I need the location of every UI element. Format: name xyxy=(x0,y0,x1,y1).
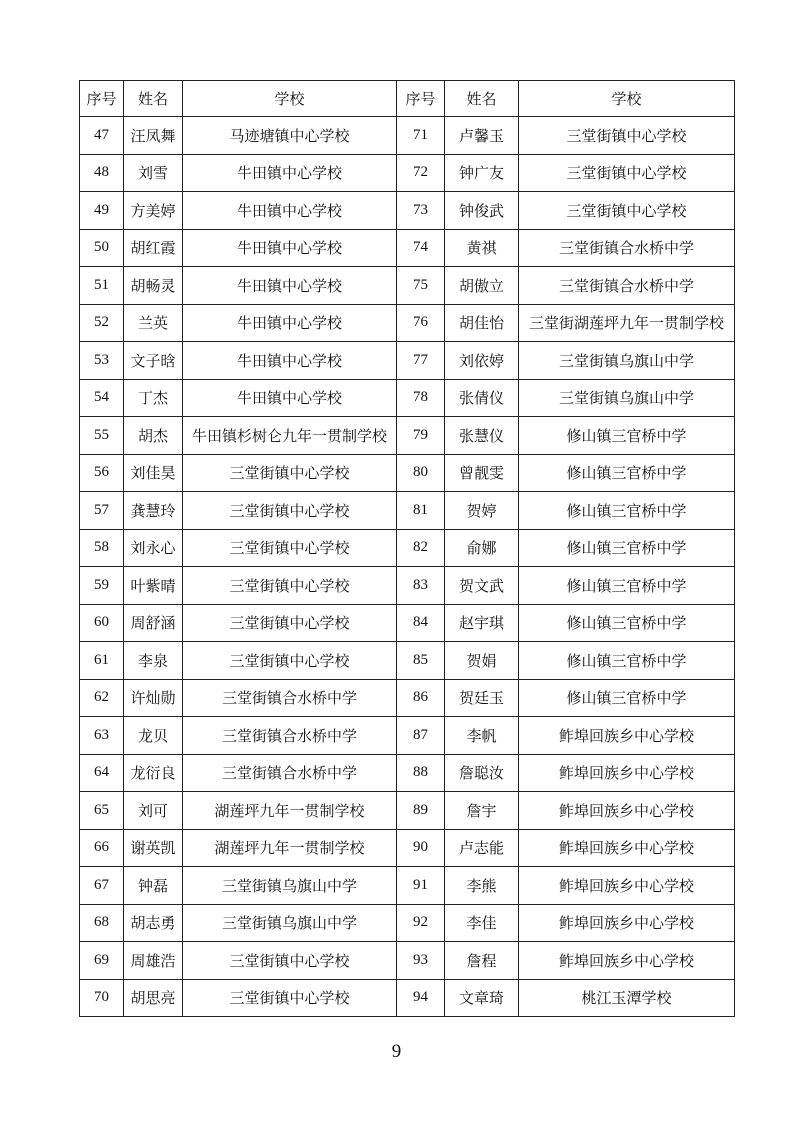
table-row xyxy=(80,642,735,680)
right-index-cell: 90 xyxy=(397,829,445,867)
left-name-cell: 龙衍良 xyxy=(124,754,183,792)
left-index-cell: 62 xyxy=(80,679,124,717)
left-index-cell: 48 xyxy=(80,154,124,192)
left-school-cell: 三堂街镇中心学校 xyxy=(183,642,397,680)
table-row xyxy=(80,567,735,605)
left-index-cell: 61 xyxy=(80,642,124,680)
right-index-cell: 83 xyxy=(397,567,445,605)
right-school-cell: 三堂街镇中心学校 xyxy=(519,154,735,192)
right-school-cell: 三堂街镇乌旗山中学 xyxy=(519,342,735,380)
right-school-cell: 三堂街镇合水桥中学 xyxy=(519,267,735,305)
right-name-cell: 贺婷 xyxy=(445,492,519,530)
right-school-cell: 三堂街镇中心学校 xyxy=(519,117,735,155)
left-school-cell: 三堂街镇合水桥中学 xyxy=(183,754,397,792)
right-name-cell: 赵宇琪 xyxy=(445,604,519,642)
right-name-cell: 胡佳怡 xyxy=(445,304,519,342)
left-school-cell: 马迹塘镇中心学校 xyxy=(183,117,397,155)
table-row xyxy=(80,792,735,830)
right-school-cell: 修山镇三官桥中学 xyxy=(519,454,735,492)
left-name-cell: 钟磊 xyxy=(124,867,183,905)
right-name-cell: 詹宇 xyxy=(445,792,519,830)
left-index-cell: 55 xyxy=(80,417,124,455)
table-row xyxy=(80,604,735,642)
right-school-cell: 三堂街湖莲坪九年一贯制学校 xyxy=(519,304,735,342)
right-index-cell: 84 xyxy=(397,604,445,642)
left-index-cell: 58 xyxy=(80,529,124,567)
left-school-cell: 三堂街镇中心学校 xyxy=(183,492,397,530)
left-school-cell: 牛田镇中心学校 xyxy=(183,342,397,380)
left-name-cell: 叶紫晴 xyxy=(124,567,183,605)
left-index-cell: 69 xyxy=(80,942,124,980)
left-school-cell: 牛田镇杉树仑九年一贯制学校 xyxy=(183,417,397,455)
left-school-cell: 牛田镇中心学校 xyxy=(183,192,397,230)
left-school-cell: 湖莲坪九年一贯制学校 xyxy=(183,792,397,830)
right-name-cell: 俞娜 xyxy=(445,529,519,567)
right-school-cell: 鲊埠回族乡中心学校 xyxy=(519,754,735,792)
left-name-cell: 汪凤舞 xyxy=(124,117,183,155)
right-school-cell: 鲊埠回族乡中心学校 xyxy=(519,867,735,905)
right-index-cell: 74 xyxy=(397,229,445,267)
left-name-cell: 龚慧玲 xyxy=(124,492,183,530)
left-school-cell: 三堂街镇中心学校 xyxy=(183,604,397,642)
table-row xyxy=(80,267,735,305)
left-school-cell: 三堂街镇中心学校 xyxy=(183,567,397,605)
left-index-cell: 70 xyxy=(80,979,124,1017)
right-name-cell: 李佳 xyxy=(445,904,519,942)
right-name-cell: 张慧仪 xyxy=(445,417,519,455)
page-number: 9 xyxy=(391,1041,402,1062)
left-name-cell: 龙贝 xyxy=(124,717,183,755)
right-school-cell: 三堂街镇中心学校 xyxy=(519,192,735,230)
left-name-cell: 胡杰 xyxy=(124,417,183,455)
left-name-cell: 刘雪 xyxy=(124,154,183,192)
left-index-cell: 49 xyxy=(80,192,124,230)
table-row xyxy=(80,754,735,792)
left-index-cell: 53 xyxy=(80,342,124,380)
left-school-cell: 牛田镇中心学校 xyxy=(183,267,397,305)
right-name-cell: 卢志能 xyxy=(445,829,519,867)
table-row xyxy=(80,904,735,942)
left-name-cell: 周舒涵 xyxy=(124,604,183,642)
left-school-cell: 湖莲坪九年一贯制学校 xyxy=(183,829,397,867)
table-row xyxy=(80,304,735,342)
right-name-cell: 胡傲立 xyxy=(445,267,519,305)
right-school-cell: 鲊埠回族乡中心学校 xyxy=(519,942,735,980)
left-index-cell: 54 xyxy=(80,379,124,417)
left-school-cell: 牛田镇中心学校 xyxy=(183,229,397,267)
right-school-cell: 鲊埠回族乡中心学校 xyxy=(519,904,735,942)
right-index-cell: 72 xyxy=(397,154,445,192)
table-row xyxy=(80,417,735,455)
right-index-cell: 91 xyxy=(397,867,445,905)
right-index-cell: 87 xyxy=(397,717,445,755)
right-index-cell: 86 xyxy=(397,679,445,717)
right-index-cell: 71 xyxy=(397,117,445,155)
right-school-cell: 鲊埠回族乡中心学校 xyxy=(519,717,735,755)
left-name-cell: 李泉 xyxy=(124,642,183,680)
right-name-cell: 文章琦 xyxy=(445,979,519,1017)
left-school-cell: 牛田镇中心学校 xyxy=(183,154,397,192)
right-school-cell: 三堂街镇合水桥中学 xyxy=(519,229,735,267)
right-name-cell: 刘依婷 xyxy=(445,342,519,380)
right-school-cell: 修山镇三官桥中学 xyxy=(519,529,735,567)
table-row xyxy=(80,117,735,155)
right-index-cell: 93 xyxy=(397,942,445,980)
right-name-cell: 詹程 xyxy=(445,942,519,980)
left-name-cell: 刘可 xyxy=(124,792,183,830)
left-index-cell: 52 xyxy=(80,304,124,342)
left-name-cell: 周雄浩 xyxy=(124,942,183,980)
left-school-cell: 三堂街镇中心学校 xyxy=(183,529,397,567)
table-row xyxy=(80,829,735,867)
right-school-cell: 鲊埠回族乡中心学校 xyxy=(519,829,735,867)
right-index-cell: 76 xyxy=(397,304,445,342)
right-name-cell: 贺娟 xyxy=(445,642,519,680)
left-index-cell: 51 xyxy=(80,267,124,305)
right-name-cell: 卢馨玉 xyxy=(445,117,519,155)
table-row xyxy=(80,379,735,417)
right-name-cell: 钟广友 xyxy=(445,154,519,192)
table-row xyxy=(80,454,735,492)
right-name-cell: 黄祺 xyxy=(445,229,519,267)
left-school-cell: 三堂街镇乌旗山中学 xyxy=(183,867,397,905)
right-index-cell: 77 xyxy=(397,342,445,380)
right-school-cell: 修山镇三官桥中学 xyxy=(519,567,735,605)
left-name-cell: 方美婷 xyxy=(124,192,183,230)
header-school: 学校 xyxy=(519,81,735,117)
table-row xyxy=(80,342,735,380)
left-index-cell: 50 xyxy=(80,229,124,267)
left-name-cell: 刘永心 xyxy=(124,529,183,567)
left-index-cell: 60 xyxy=(80,604,124,642)
right-name-cell: 张倩仪 xyxy=(445,379,519,417)
left-index-cell: 56 xyxy=(80,454,124,492)
table-row xyxy=(80,942,735,980)
left-index-cell: 59 xyxy=(80,567,124,605)
header-row xyxy=(80,81,735,117)
right-name-cell: 钟俊武 xyxy=(445,192,519,230)
right-name-cell: 贺廷玉 xyxy=(445,679,519,717)
left-name-cell: 许灿勋 xyxy=(124,679,183,717)
right-index-cell: 80 xyxy=(397,454,445,492)
right-index-cell: 85 xyxy=(397,642,445,680)
left-school-cell: 三堂街镇合水桥中学 xyxy=(183,717,397,755)
right-index-cell: 88 xyxy=(397,754,445,792)
table-row xyxy=(80,192,735,230)
left-index-cell: 67 xyxy=(80,867,124,905)
left-index-cell: 65 xyxy=(80,792,124,830)
header-school: 学校 xyxy=(183,81,397,117)
left-index-cell: 63 xyxy=(80,717,124,755)
left-name-cell: 刘佳昊 xyxy=(124,454,183,492)
right-name-cell: 贺文武 xyxy=(445,567,519,605)
left-name-cell: 胡红霞 xyxy=(124,229,183,267)
right-index-cell: 82 xyxy=(397,529,445,567)
left-school-cell: 三堂街镇合水桥中学 xyxy=(183,679,397,717)
left-name-cell: 丁杰 xyxy=(124,379,183,417)
right-name-cell: 李帆 xyxy=(445,717,519,755)
right-name-cell: 詹聪汝 xyxy=(445,754,519,792)
roster-table xyxy=(79,80,735,1017)
right-index-cell: 94 xyxy=(397,979,445,1017)
table-body xyxy=(80,117,735,1017)
left-index-cell: 66 xyxy=(80,829,124,867)
right-school-cell: 鲊埠回族乡中心学校 xyxy=(519,792,735,830)
left-school-cell: 三堂街镇乌旗山中学 xyxy=(183,904,397,942)
left-name-cell: 胡畅灵 xyxy=(124,267,183,305)
right-school-cell: 桃江玉潭学校 xyxy=(519,979,735,1017)
right-index-cell: 78 xyxy=(397,379,445,417)
table-row xyxy=(80,717,735,755)
right-school-cell: 修山镇三官桥中学 xyxy=(519,679,735,717)
left-name-cell: 兰英 xyxy=(124,304,183,342)
left-name-cell: 谢英凯 xyxy=(124,829,183,867)
right-school-cell: 修山镇三官桥中学 xyxy=(519,417,735,455)
left-index-cell: 57 xyxy=(80,492,124,530)
left-name-cell: 胡志勇 xyxy=(124,904,183,942)
left-index-cell: 68 xyxy=(80,904,124,942)
left-school-cell: 牛田镇中心学校 xyxy=(183,379,397,417)
left-name-cell: 文子晗 xyxy=(124,342,183,380)
right-index-cell: 92 xyxy=(397,904,445,942)
left-index-cell: 47 xyxy=(80,117,124,155)
right-index-cell: 79 xyxy=(397,417,445,455)
header-name: 姓名 xyxy=(124,81,183,117)
table-row xyxy=(80,867,735,905)
right-name-cell: 李熊 xyxy=(445,867,519,905)
right-school-cell: 修山镇三官桥中学 xyxy=(519,642,735,680)
table-row xyxy=(80,679,735,717)
right-school-cell: 修山镇三官桥中学 xyxy=(519,492,735,530)
left-school-cell: 牛田镇中心学校 xyxy=(183,304,397,342)
right-school-cell: 修山镇三官桥中学 xyxy=(519,604,735,642)
left-school-cell: 三堂街镇中心学校 xyxy=(183,979,397,1017)
header-index: 序号 xyxy=(80,81,124,117)
left-school-cell: 三堂街镇中心学校 xyxy=(183,942,397,980)
right-name-cell: 曾靓雯 xyxy=(445,454,519,492)
left-index-cell: 64 xyxy=(80,754,124,792)
table-row xyxy=(80,529,735,567)
table-row xyxy=(80,492,735,530)
right-index-cell: 75 xyxy=(397,267,445,305)
table-row xyxy=(80,979,735,1017)
right-index-cell: 81 xyxy=(397,492,445,530)
header-name: 姓名 xyxy=(445,81,519,117)
header-index: 序号 xyxy=(397,81,445,117)
right-school-cell: 三堂街镇乌旗山中学 xyxy=(519,379,735,417)
left-name-cell: 胡思亮 xyxy=(124,979,183,1017)
table-row xyxy=(80,229,735,267)
right-index-cell: 73 xyxy=(397,192,445,230)
right-index-cell: 89 xyxy=(397,792,445,830)
left-school-cell: 三堂街镇中心学校 xyxy=(183,454,397,492)
table-row xyxy=(80,154,735,192)
